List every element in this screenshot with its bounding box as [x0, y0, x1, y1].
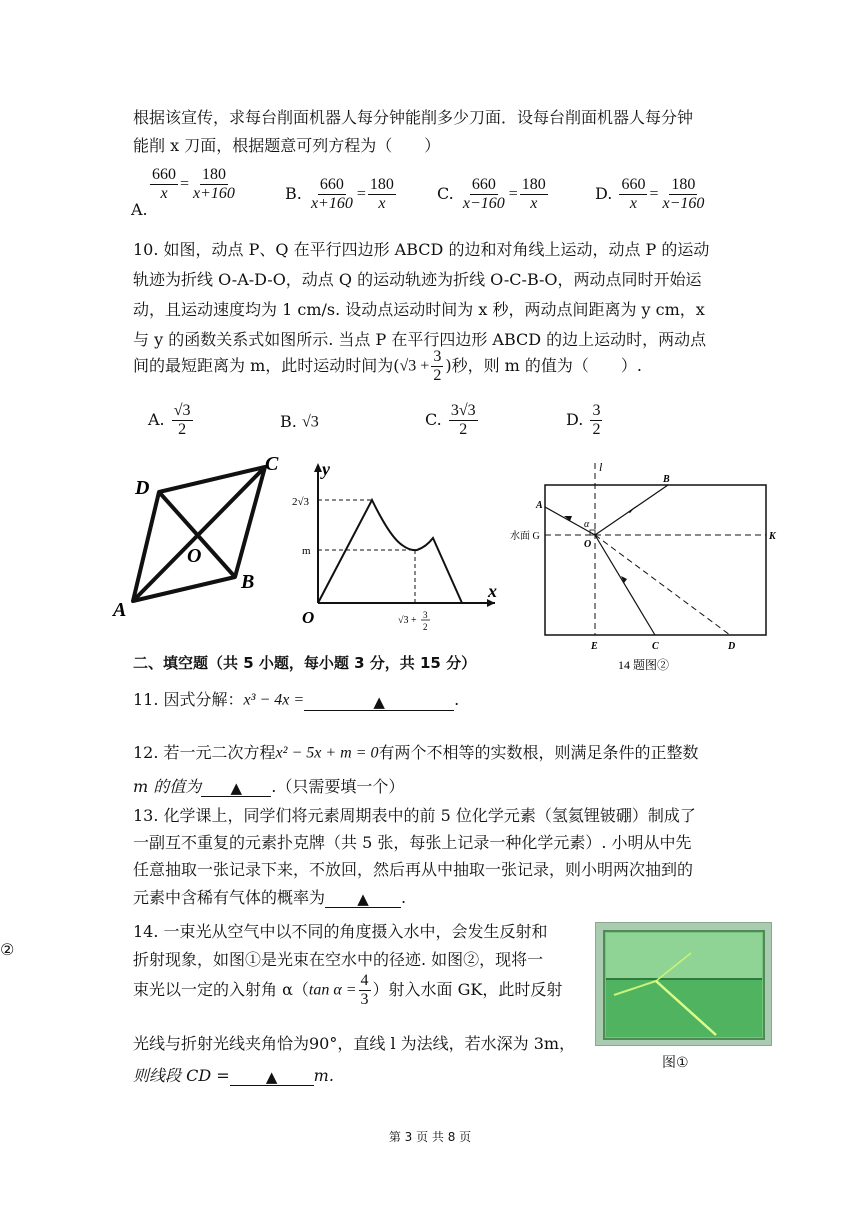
label-d-light: D — [728, 641, 736, 652]
q10-option-b[interactable]: B. √3 — [280, 412, 319, 431]
q9-option-b[interactable]: B. $\frac{660}{x+160}$ = $\frac{180}{x}$ — [285, 176, 394, 212]
q14-line-2: 折射现象，如图①是光束在空水中的径迹. 如图②，现将一 — [133, 950, 544, 969]
function-graph — [290, 455, 505, 640]
q10-line-3: 动，且运动速度均为 1 cm/s. 设动点运动时间为 x 秒，两动点间距离为 y cm，x — [133, 300, 705, 319]
label-c: C — [265, 453, 279, 475]
label-d: D — [135, 477, 150, 499]
q11: 11. 因式分解：x³ − 4x = ▲ . — [133, 690, 460, 711]
q14-answer-blank[interactable]: ▲ — [230, 1069, 314, 1086]
q10-line-1: 10. 如图，动点 P、Q 在平行四边形 ABCD 的边和对角线上运动，动点 P 的运动 — [133, 240, 710, 259]
label-water-g: 水面 G — [510, 531, 540, 542]
q13-line-2: 一副互不重复的元素扑克牌（共 5 张，每张上记录一种化学元素）. 小明从中先 — [133, 833, 692, 852]
figure-2-caption: 14 题图② — [618, 658, 670, 672]
label-alpha: α — [584, 519, 590, 530]
q10-line-4: 与 y 的函数关系式如图所示. 当点 P 在平行四边形 ABCD 的边上运动时，两动点 — [133, 330, 707, 349]
label-e: E — [591, 641, 598, 652]
x-axis-label: x — [488, 581, 497, 601]
q9-line-1: 根据该宣传，求每台削面机器人每分钟能削多少刀面．设每台削面机器人每分钟 — [133, 108, 694, 127]
q14-line-1: 14. 一束光从空气中以不同的角度摄入水中，会发生反射和 — [133, 922, 548, 941]
x-tick-label: √3 + — [398, 615, 417, 626]
graph-curve — [318, 500, 462, 603]
parallelogram-figure — [105, 450, 295, 625]
q14-line-5: 则线段 CD = ▲ m. — [133, 1066, 334, 1086]
q14-line-4: 光线与折射光线夹角恰为90°，直线 l 为法线，若水深为 3m， — [133, 1034, 576, 1053]
q13-line-1: 13. 化学课上，同学们将元素周期表中的前 5 位化学元素（氢氦锂铍硼）制成了 — [133, 806, 696, 825]
q9-option-a-label: A. — [131, 200, 148, 219]
q12-line-2: m 的值为 ▲ .（只需要填一个） — [133, 777, 405, 797]
q10-option-d[interactable]: D. $\frac{3}{2}$ — [566, 402, 601, 438]
label-c-light: C — [652, 641, 659, 652]
x-tick-frac-num: 3 — [423, 610, 428, 620]
q14-line-3: 束光以一定的入射角 α（tan α = $\frac{4}{3}$ ）射入水面 GK，此时反射 — [133, 972, 563, 1008]
q9-option-a[interactable]: $\frac{660}{x}$ = $\frac{180}{x+160}$ — [152, 166, 235, 202]
label-k: K — [769, 531, 776, 542]
refraction-figure — [510, 455, 790, 680]
q13-line-3: 任意抽取一张记录下来，不放回，然后再从中抽取一张记录，则小明两次抽到的 — [133, 860, 694, 879]
q13-answer-blank[interactable]: ▲ — [325, 891, 401, 908]
q13-line-4: 元素中含稀有气体的概率为 ▲ . — [133, 888, 407, 908]
y-axis-arrow — [314, 463, 322, 472]
water-tank — [545, 485, 766, 635]
arrow-reflected — [628, 506, 636, 513]
photo-illustration — [596, 923, 771, 1045]
refracted-ray — [595, 535, 655, 635]
label-a-light: A — [536, 500, 543, 511]
photo-water-tank — [595, 922, 772, 1046]
section-2-title: 二、填空题（共 5 小题，每小题 3 分，共 15 分） — [133, 654, 477, 672]
label-b-light: B — [663, 474, 670, 485]
q10-line-5: 间的最短距离为 m，此时运动时间为(√3 + $\frac{3}{2}$ )秒，则 m 的值为（ ）. — [133, 348, 643, 384]
q9-option-c[interactable]: C. $\frac{660}{x-160}$ = $\frac{180}{x}$ — [437, 176, 546, 212]
label-b: B — [241, 571, 255, 593]
q12-answer-blank[interactable]: ▲ — [201, 780, 271, 797]
y-tick-top: 2√3 — [292, 496, 310, 508]
label-a: A — [113, 599, 127, 621]
q9-line-2: 能削 x 刀面，根据题意可列方程为（ ） — [133, 136, 441, 155]
x-tick-frac-den: 2 — [423, 622, 428, 632]
label-o: O — [187, 545, 202, 567]
q10-line-2: 轨迹为折线 O-A-D-O，动点 Q 的运动轨迹为折线 O-C-B-O，两动点同时开始运 — [133, 270, 702, 289]
origin-label: O — [302, 608, 315, 627]
label-o-light: O — [584, 539, 592, 550]
y-axis-label: y — [322, 459, 330, 479]
page-footer: 第 3 页 共 8 页 — [388, 1130, 472, 1144]
q11-answer-blank[interactable]: ▲ — [304, 694, 454, 711]
q10-option-c[interactable]: C. $\frac{3√3}{2}$ — [425, 402, 476, 438]
q10-option-a[interactable]: A. $\frac{√3}{2}$ — [148, 402, 191, 438]
q12-line-1: 12. 若一元二次方程x² − 5x + m = 0有两个不相等的实数根，则满足条件的正整数 — [133, 743, 699, 762]
extended-ray — [595, 535, 730, 635]
label-l: l — [599, 460, 603, 474]
q9-option-d[interactable]: D. $\frac{660}{x}$ = $\frac{180}{x-160}$ — [595, 176, 705, 212]
figure-1-caption: 图① — [662, 1055, 689, 1071]
margin-mark: ② — [0, 940, 15, 959]
y-tick-mid: m — [302, 545, 311, 557]
